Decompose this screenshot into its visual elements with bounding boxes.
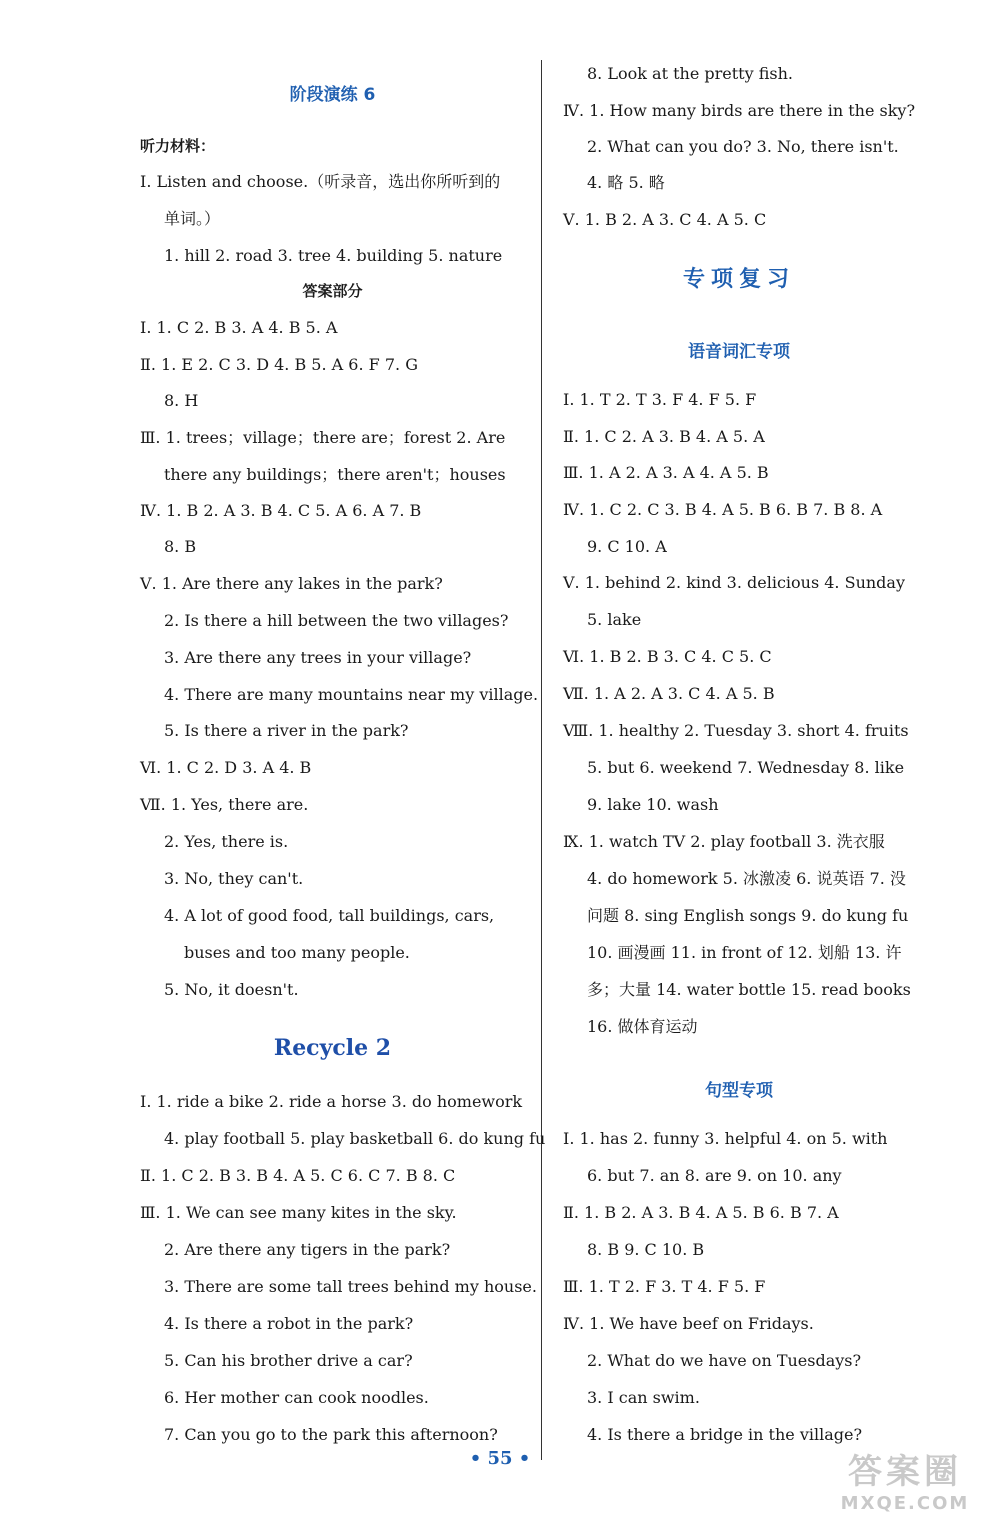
answer-line: Ⅸ. 1. watch TV 2. play football 3. 洗衣服 <box>563 832 885 851</box>
answer-line: 问题 8. sing English songs 9. do kung fu <box>587 906 909 925</box>
answer-line: Ⅵ. 1. C 2. D 3. A 4. B <box>140 758 312 777</box>
answer-line: Ⅶ. 1. Yes, there are. <box>140 795 309 814</box>
sentence-heading: 句型专项 <box>705 1081 773 1101</box>
answer-line: Ⅶ. 1. A 2. A 3. C 4. A 5. B <box>563 684 775 703</box>
answer-line: 8. B 9. C 10. B <box>587 1240 705 1259</box>
answer-line: 2. What can you do? 3. No, there isn't. <box>587 137 899 156</box>
answer-line: Ⅳ. 1. C 2. C 3. B 4. A 5. B 6. B 7. B 8. A <box>563 500 883 519</box>
answer-line: 3. There are some tall trees behind my house. <box>164 1277 537 1296</box>
answer-line: 10. 画漫画 11. in front of 12. 划船 13. 许 <box>587 943 902 962</box>
answer-line: 4. Is there a robot in the park? <box>164 1314 414 1333</box>
watermark-text: 答案圈 <box>848 1452 962 1492</box>
answer-line: Ⅳ. 1. B 2. A 3. B 4. C 5. A 6. A 7. B <box>140 501 422 520</box>
answer-line: 5. Can his brother drive a car? <box>164 1351 413 1370</box>
listening-instruction-cont: 单词。） <box>164 209 221 228</box>
answer-line: 5. but 6. weekend 7. Wednesday 8. like <box>587 758 905 777</box>
answer-line: 5. lake <box>587 610 642 629</box>
watermark-url: MXQE.COM <box>840 1493 970 1514</box>
section-heading: 阶段演练 6 <box>289 85 376 105</box>
answer-line: 8. B <box>164 537 197 556</box>
answer-line: 8. H <box>164 391 199 410</box>
answer-line: 2. What do we have on Tuesdays? <box>587 1351 862 1370</box>
answer-line: 4. Is there a bridge in the village? <box>587 1425 863 1444</box>
answer-line: 9. C 10. A <box>587 537 667 556</box>
answer-line: 多；大量 14. water bottle 15. read books <box>587 980 911 999</box>
answers-label: 答案部分 <box>302 282 363 300</box>
answer-line: 6. Her mother can cook noodles. <box>164 1388 429 1407</box>
answer-line: 2. Are there any tigers in the park? <box>164 1240 451 1259</box>
recycle-heading: Recycle 2 <box>273 1035 392 1061</box>
answer-line: Ⅱ. 1. E 2. C 3. D 4. B 5. A 6. F 7. G <box>140 355 418 374</box>
answer-line: Ⅳ. 1. We have beef on Fridays. <box>563 1314 814 1333</box>
answer-line: 16. 做体育运动 <box>587 1017 698 1036</box>
answer-line: 2. Yes, there is. <box>164 832 289 851</box>
page-number: • 55 • <box>469 1448 531 1469</box>
answer-line: 4. There are many mountains near my village. <box>164 685 539 704</box>
answer-line: 9. lake 10. wash <box>587 795 719 814</box>
answer-line: 4. play football 5. play basketball 6. do kung fu <box>164 1129 546 1148</box>
answer-line: Ⅲ. 1. We can see many kites in the sky. <box>140 1203 457 1222</box>
answer-line: Ⅳ. 1. How many birds are there in the sky? <box>563 101 916 120</box>
answer-line: Ⅴ. 1. Are there any lakes in the park? <box>140 574 443 593</box>
answer-line: there any buildings；there aren't；houses <box>164 465 506 484</box>
answer-line: 4. do homework 5. 冰激凌 6. 说英语 7. 没 <box>587 869 906 888</box>
answer-line: Ⅷ. 1. healthy 2. Tuesday 3. short 4. fruits <box>563 721 909 740</box>
answer-line: 7. Can you go to the park this afternoon? <box>164 1425 498 1444</box>
answer-line: Ⅲ. 1. T 2. F 3. T 4. F 5. F <box>563 1277 766 1296</box>
answer-line: Ⅰ. 1. C 2. B 3. A 4. B 5. A <box>140 318 338 337</box>
answer-line: 3. Are there any trees in your village? <box>164 648 472 667</box>
answer-line: 4. 略 5. 略 <box>587 173 665 192</box>
answer-line: Ⅰ. 1. T 2. T 3. F 4. F 5. F <box>563 390 757 409</box>
listening-instruction: Ⅰ. Listen and choose.（听录音，选出你所听到的 <box>140 172 501 191</box>
listening-words: 1. hill 2. road 3. tree 4. building 5. nature <box>164 246 503 265</box>
answer-line: Ⅴ. 1. behind 2. kind 3. delicious 4. Sunday <box>563 573 905 592</box>
answer-line: Ⅵ. 1. B 2. B 3. C 4. C 5. C <box>563 647 772 666</box>
answer-line: 3. I can swim. <box>587 1388 700 1407</box>
answer-line: Ⅴ. 1. B 2. A 3. C 4. A 5. C <box>563 210 767 229</box>
answer-line: Ⅲ. 1. trees；village；there are；forest 2. Are <box>140 428 506 447</box>
answer-line: 3. No, they can't. <box>164 869 304 888</box>
answer-line: Ⅱ. 1. C 2. A 3. B 4. A 5. A <box>563 427 765 446</box>
vocab-heading: 语音词汇专项 <box>688 342 790 362</box>
answer-line: Ⅰ. 1. has 2. funny 3. helpful 4. on 5. with <box>563 1129 888 1148</box>
answer-line: 6. but 7. an 8. are 9. on 10. any <box>587 1166 842 1185</box>
answer-line: 2. Is there a hill between the two villages? <box>164 611 509 630</box>
watermark-logo <box>830 1444 980 1520</box>
answer-line: buses and too many people. <box>184 943 410 962</box>
answer-line: 5. No, it doesn't. <box>164 980 299 999</box>
answer-line: Ⅰ. 1. ride a bike 2. ride a horse 3. do homework <box>140 1092 523 1111</box>
answer-line: Ⅱ. 1. B 2. A 3. B 4. A 5. B 6. B 7. A <box>563 1203 839 1222</box>
answer-line: Ⅲ. 1. A 2. A 3. A 4. A 5. B <box>563 463 769 482</box>
answer-line: 5. Is there a river in the park? <box>164 721 409 740</box>
review-heading: 专项复习 <box>682 267 795 292</box>
answer-line: Ⅱ. 1. C 2. B 3. B 4. A 5. C 6. C 7. B 8. C <box>140 1166 456 1185</box>
answer-line: 4. A lot of good food, tall buildings, cars, <box>164 906 495 925</box>
listening-label: 听力材料： <box>140 137 216 155</box>
answer-line: 8. Look at the pretty fish. <box>587 64 793 83</box>
